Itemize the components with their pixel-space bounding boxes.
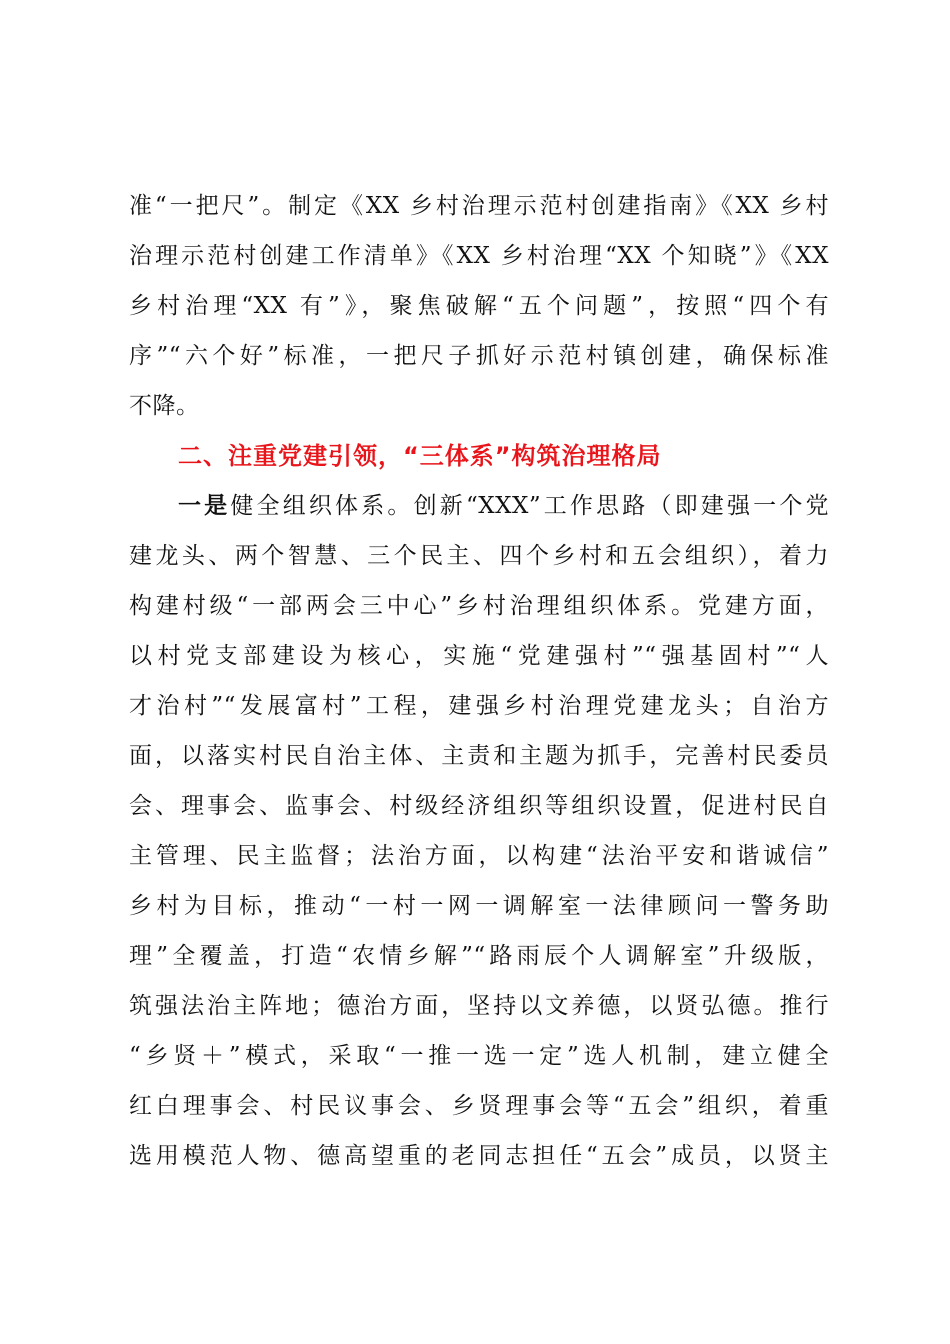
text-line: 红白理事会、村民议事会、乡贤理事会等“五会”组织，着重 — [129, 1093, 829, 1119]
section-heading: 二、注重党建引领，“三体系”构筑治理格局 — [178, 442, 662, 470]
paragraph-lead: 一是 — [178, 493, 231, 519]
text-line: 治理示范村创建工作清单》《XX 乡村治理“XX 个知晓”》《XX — [129, 243, 829, 269]
text-line: 才治村”“发展富村”工程，建强乡村治理党建龙头；自治方 — [129, 693, 829, 719]
text-line: 建龙头、两个智慧、三个民主、四个乡村和五会组织），着力 — [129, 543, 829, 569]
paragraph-first-line — [178, 481, 829, 531]
text-line: 以村党支部建设为核心，实施“党建强村”“强基固村”“人 — [129, 643, 829, 669]
text-line: “乡贤＋”模式，采取“一推一选一定”选人机制，建立健全 — [129, 1043, 829, 1069]
text-line: 筑强法治主阵地；德治方面，坚持以文养德，以贤弘德。推行 — [129, 993, 829, 1019]
text-line: 主管理、民主监督；法治方面，以构建“法治平安和谐诚信” — [129, 843, 829, 869]
paragraph-first-line-text: 健全组织体系。创新“XXX”工作思路（即建强一个党 — [230, 493, 830, 519]
text-line: 面，以落实村民自治主体、主责和主题为抓手，完善村民委员 — [129, 743, 829, 769]
text-line: 理”全覆盖，打造“农情乡解”“路雨辰个人调解室”升级版， — [129, 943, 829, 969]
text-line: 不降。 — [129, 393, 200, 419]
text-line: 选用模范人物、德高望重的老同志担任“五会”成员，以贤主 — [129, 1143, 829, 1169]
text-line: 会、理事会、监事会、村级经济组织等组织设置，促进村民自 — [129, 793, 829, 819]
text-line: 乡村治理“XX 有”》，聚焦破解“五个问题”，按照“四个有 — [129, 293, 829, 319]
text-line: 序”“六个好”标准，一把尺子抓好示范村镇创建，确保标准 — [129, 343, 829, 369]
text-line: 构建村级“一部两会三中心”乡村治理组织体系。党建方面， — [129, 593, 829, 619]
text-line: 准“一把尺”。制定《XX 乡村治理示范村创建指南》《XX 乡村 — [129, 193, 829, 219]
text-line: 乡村为目标，推动“一村一网一调解室一法律顾问一警务助 — [129, 893, 829, 919]
